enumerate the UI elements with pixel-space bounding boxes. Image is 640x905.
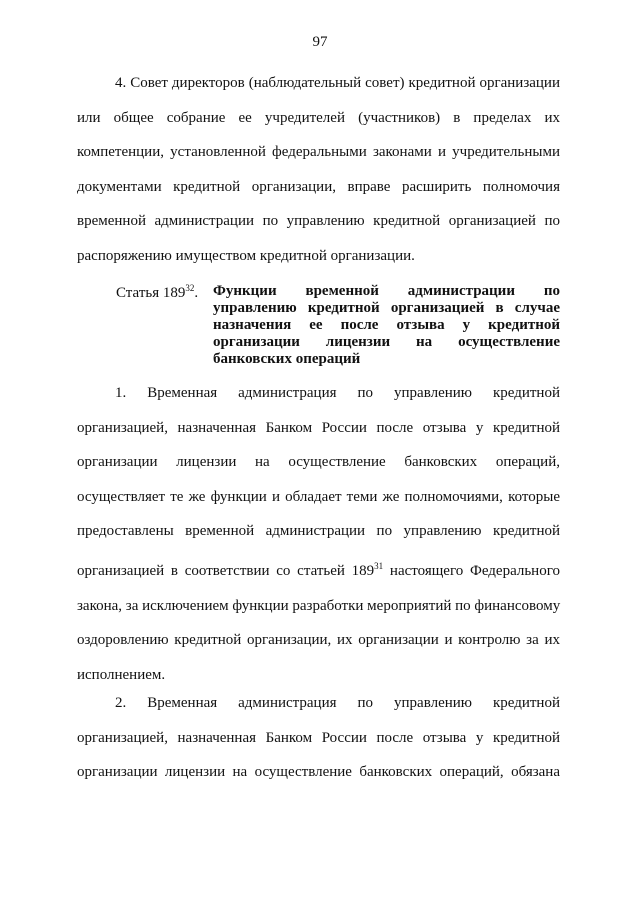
article-title-line: управлению кредитной организацией в случае [213,300,560,316]
paragraph-line: предоставлены временной администрации по управлению кредитной [77,523,560,540]
article-title-line: организации лицензии на осуществление [213,334,560,350]
paragraph-4 [77,66,560,274]
article-superscript: 32 [185,283,195,293]
paragraph-line: организации лицензии на осуществление банковских операций, [77,454,560,471]
statute-superscript: 31 [374,560,384,571]
paragraph-line: организации лицензии на осуществление банковских операций, обязана [77,764,560,781]
paragraph-line: 1. Временная администрация по управлению кредитной [115,385,560,401]
paragraph-line: осуществляет те же функции и обладает теми же полномочиями, которые [77,488,560,505]
paragraph-line: исполнением. [77,666,166,683]
article-title-line: банковских операций [213,351,361,367]
page-number: 97 [312,34,328,50]
paragraph-line: распоряжению имуществом кредитной организации. [77,247,415,264]
paragraph-2 [77,686,560,790]
paragraph-line: организацией, назначенная Банком России после отзыва у кредитной [77,729,560,746]
paragraph-line: документами кредитной организации, вправе расширить полномочия [77,178,560,195]
paragraph-line: временной администрации по управлению кредитной организацией по [77,213,560,230]
article-label: Статья 189 [116,285,186,301]
article-suffix: . [194,285,199,301]
article-title-line: Функции временной администрации по [213,283,560,299]
paragraph-line: оздоровлению кредитной организации, их организации и контролю за их [77,632,560,649]
paragraph-line: организацией, назначенная Банком России после отзыва у кредитной [77,419,560,436]
article-number [116,283,198,302]
line-text: организацией в соответствии со статьей 189 [77,562,375,579]
paragraph-line: 2. Временная администрация по управлению кредитной [115,695,560,711]
article-title [213,283,560,368]
article-title-line: назначения ее после отзыва у кредитной [213,317,560,333]
paragraph-line: закона, за исключением функции разработки мероприятий по финансовому [77,597,561,614]
line-text: настоящего Федерального [383,562,560,579]
paragraph-line [77,549,560,589]
paragraph-line: или общее собрание ее учредителей (участников) в пределах их [77,109,560,126]
paragraph-1 [77,376,560,692]
paragraph-line: компетенции, установленной федеральными законами и учредительными [77,144,560,161]
paragraph-line: 4. Совет директоров (наблюдательный совет) кредитной организации [115,75,560,91]
